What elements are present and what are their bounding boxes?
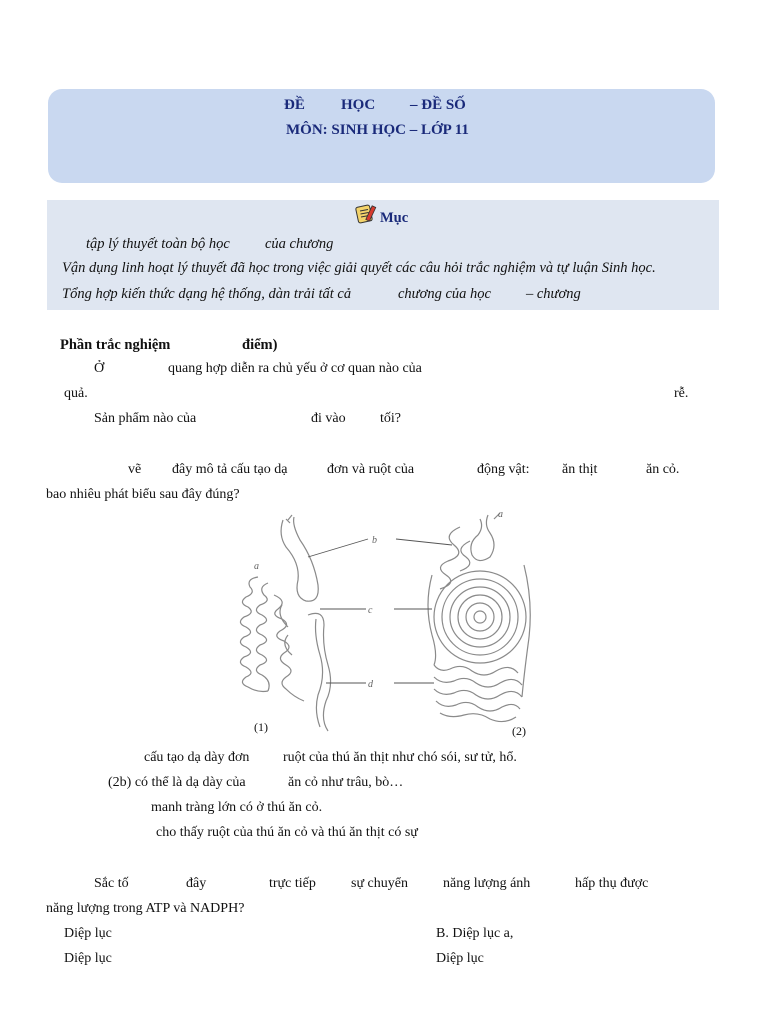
q1-part-1: Ở (94, 361, 105, 376)
q4-part-1: Sắc tố (94, 876, 129, 891)
objective-3-part-1: Tổng hợp kiến thức dạng hệ thống, dàn trải tất cả (62, 286, 352, 302)
q1-option-left: quả. (64, 386, 88, 401)
statement-4: cho thấy ruột của thú ăn cỏ và thú ăn thịt có sự (156, 825, 418, 840)
left-stomach (281, 515, 318, 601)
q3-part-2: đây mô tả cấu tạo dạ (172, 462, 288, 477)
title-part-2: HỌC (341, 97, 376, 113)
statement-2-part-1: (2b) có thể là dạ dày của (108, 775, 246, 790)
left-large-intestine (308, 613, 331, 731)
section-title: Phần trắc nghiệm (60, 337, 171, 353)
objective-3-part-2: chương của học (398, 286, 491, 302)
statement-3: manh tràng lớn có ở thú ăn cỏ. (151, 800, 323, 815)
q2-part-1: Sản phẩm nào của (94, 411, 197, 426)
figure-label-d: d (368, 679, 373, 690)
q1-part-2: quang hợp diễn ra chủ yếu ở cơ quan nào của (168, 361, 422, 376)
objective-1-part-2: của chương (265, 236, 334, 252)
right-intestine (428, 527, 530, 722)
title-part-1: ĐỀ (284, 97, 305, 113)
figure-caption-2: (2) (512, 724, 526, 738)
objective-1-part-1: tập lý thuyết toàn bộ học (86, 236, 230, 252)
left-intestine (240, 577, 304, 701)
title-part-3: – ĐỀ SỐ (410, 97, 466, 113)
q4-option-c: Diệp lục (64, 951, 112, 966)
q1-option-right: rễ. (674, 386, 689, 401)
q3-part-5: ăn thịt (562, 462, 598, 477)
right-stomach (471, 513, 500, 561)
q4-part-2: đây (186, 876, 207, 891)
page-subtitle: MÔN: SINH HỌC – LỚP 11 (286, 122, 469, 138)
q4-part-3: trực tiếp (269, 876, 316, 891)
objective-3-part-3: – chương (526, 286, 581, 302)
figure-label-a-right: a (498, 509, 503, 520)
objective-2: Vận dụng linh hoạt lý thuyết đã học trong việc giải quyết các câu hỏi trắc nghiệm và tự luận Sinh học. (62, 260, 656, 276)
q4-option-d: Diệp lục (436, 951, 484, 966)
q4-option-a: Diệp lục (64, 926, 112, 941)
leader-lines (308, 539, 452, 683)
section-points: điểm) (242, 337, 278, 353)
q4-part-4: sự chuyển (351, 876, 408, 891)
notepad-pencil-icon (355, 203, 377, 230)
q2-part-2: đi vào (311, 411, 346, 426)
q4-part-5: năng lượng ánh (443, 876, 531, 891)
figure-label-c: c (368, 605, 373, 616)
q4-line-2: năng lượng trong ATP và NADPH? (46, 901, 245, 916)
q3-part-4: động vật: (477, 462, 530, 477)
objectives-heading: Mục (380, 210, 409, 226)
figure-label-b: b (372, 535, 377, 546)
q3-part-3: đơn và ruột của (327, 462, 415, 477)
q3-part-1: vẽ (128, 462, 142, 477)
statement-1-part-1: cấu tạo dạ dày đơn (144, 750, 250, 765)
q4-option-b: B. Diệp lục a, (436, 926, 514, 941)
q3-line-2: bao nhiêu phát biểu sau đây đúng? (46, 487, 240, 502)
figure-label-a-left: a (254, 561, 259, 572)
q3-part-6: ăn cỏ. (646, 462, 680, 477)
q4-part-6: hấp thụ được (575, 876, 649, 891)
figure-caption-1: (1) (254, 720, 268, 734)
statement-2-part-2: ăn cỏ như trâu, bò… (288, 775, 404, 790)
q2-part-3: tối? (380, 411, 401, 426)
statement-1-part-2: ruột của thú ăn thịt như chó sói, sư tử, hổ. (283, 750, 517, 765)
digestive-figure (228, 505, 540, 745)
